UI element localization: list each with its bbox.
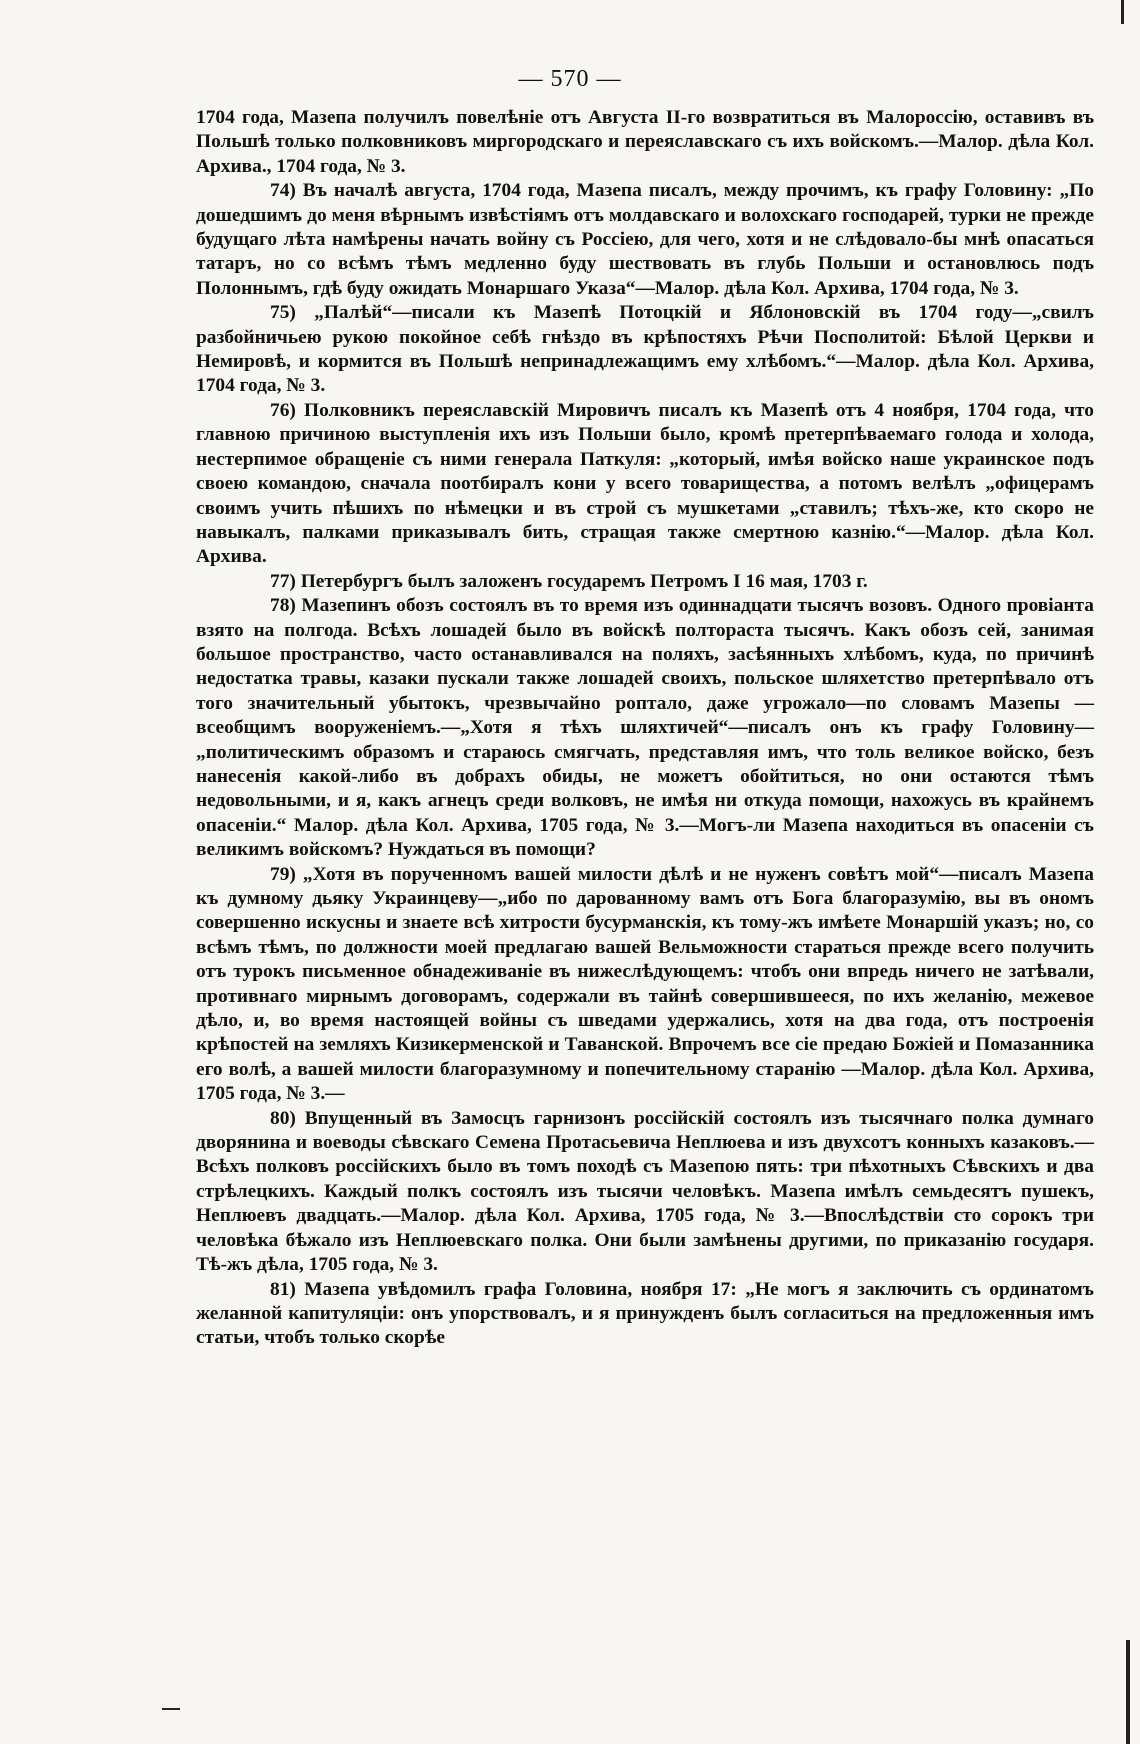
note-78: 78) Мазепинъ обозъ состоялъ въ то время изъ одиннадцати тысячъ возовъ. Одного провіанта взято на полгода. Всѣхъ лошадей было въ войскѣ полтораста тысячъ. Какъ обозъ сей, занимая большое пространство, часто останавливался на поляхъ, засѣянныхъ хлѣбомъ, куда, по причинѣ недостатка травы, казаки пускали также лошадей своихъ, польское шляхетство претерпѣвало отъ того значительный убытокъ, чрезвычайно роптало, даже угрожало—по словамъ Мазепы — всеобщимъ вооруженіемъ.—„Хотя я тѣхъ шляхтичей“—писалъ онъ къ графу Головину—„политическимъ образомъ и стараюсь смягчать, представляя имъ, что толь великое войско, безъ нанесенія какой-либо въ добрахъ обиды, не можетъ обойтиться, но они остаются тѣмъ недовольными, и я, какъ агнецъ среди волковъ, не имѣя ни откуда помощи, нахожусь въ крайнемъ опасеніи.“ Малор. дѣла Кол. Архива, 1705 года, № 3.—Могъ-ли Мазепа находиться въ опасеніи съ великимъ войскомъ? Нуждаться въ помощи? [196,595,1094,861]
note-80: 80) Впущенный въ Замосцъ гарнизонъ россійскій состоялъ изъ тысячнаго полка думнаго дворянина и воеводы сѣвскаго Семена Протасьевича Неплюева и изъ двухсотъ конныхъ казаковъ.—Всѣхъ полковъ россійскихъ было въ томъ походѣ съ Мазепою пять: три пѣхотныхъ Сѣвскихъ и два стрѣлецкихъ. Каждый полкъ состоялъ изъ тысячи человѣкъ. Мазепа имѣлъ семьдесятъ пушекъ, Неплюевъ двадцать.—Малор. дѣла Кол. Архива, 1705 года, № 3.—Впослѣдствіи сто сорокъ три человѣка бѣжало изъ Неплюевскаго полка. Они были замѣнены другими, по приказанію государя. Тѣ-жъ дѣла, 1705 года, № 3. [196,1107,1094,1276]
note-74: 74) Въ началѣ августа, 1704 года, Мазепа писалъ, между прочимъ, къ графу Головину: „По дошедшимъ до меня вѣрнымъ извѣстіямъ отъ молдавскаго и волохскаго господарей, турки не прежде будущаго лѣта намѣрены начать войну съ Россіею, для чего, хотя и не слѣдовало-бы мнѣ опасаться татаръ, но со всѣмъ тѣмъ медленно буду шествовать въ глубь Польши и остановлюсь подъ Полоннымъ, гдѣ буду ожидать Монаршаго Указа“—Малор. дѣла Кол. Архива, 1704 года, № 3. [196,180,1094,299]
note-81: 81) Мазепа увѣдомилъ графа Головина, ноября 17: „Не могъ я заключить съ ординатомъ желанной капитуляціи: онъ упорствовалъ, и я принужденъ былъ согласиться на предложенныя имъ статьи, чтобъ только скорѣе [196,1278,1094,1349]
page-number: — 570 — [518,66,622,92]
scan-edge-mark [1121,0,1124,24]
note-76: 76) Полковникъ переяславскій Мировичъ писалъ къ Мазепѣ отъ 4 ноября, 1704 года, что главною причиною выступленія ихъ изъ Польши было, кромѣ претерпѣваемаго голода и холода, нестерпимое обращеніе съ ними генерала Паткуля: „который, имѣя войско наше украинское подъ своею командою, сначала поотбиралъ кони у всего товарищества, а потомъ велѣлъ „офицерамъ своимъ учить пѣшихъ по нѣмецки и въ строй съ мушкетами „ставилъ; тѣхъ-же, кто скоро не навыкалъ, палками приказывалъ бить, стращая также смертною казнію.“—Малор. дѣла Кол. Архива. [196,399,1094,568]
note-75: 75) „Палѣй“—писали къ Мазепѣ Потоцкій и Яблоновскій въ 1704 году—„свилъ разбойничьею рукою покойное себѣ гнѣздо въ крѣпостяхъ Рѣчи Посполитой: Бѣлой Церкви и Немировѣ, и кормится въ Польшѣ непринадлежащимъ ему хлѣбомъ.“—Малор. дѣла Кол. Архива, 1704 года, № 3. [196,302,1094,397]
body-text [196,106,1094,1351]
scan-edge-mark [1126,1640,1130,1744]
note-79: 79) „Хотя въ порученномъ вашей милости дѣлѣ и не нуженъ совѣтъ мой“—писалъ Мазепа къ думному дьяку Украинцеву—„ибо по дарованному вамъ отъ Бога благоразумію, вы въ ономъ совершенно искусны и знаете всѣ хитрости бусурманскія, къ тому-жъ имѣете Монаршій указъ; но, со всѣмъ тѣмъ, по должности моей предлагаю вашей Вельможности стараться прежде всего получить отъ турокъ письменное обнадеживаніе въ нижеслѣдующемъ: чтобъ они впредь ничего не затѣвали, противнаго мирнымъ договорамъ, содержали въ тайнѣ совершившееся, по ихъ желанію, межевое дѣло, и, во время настоящей войны съ шведами удержались, хотя на два года, отъ построенія крѣпостей на земляхъ Кизикерменской и Таванской. Впрочемъ все сіе предаю Божіей и Помазанника его волѣ, а вашей милости благоразумному и попечительному старанію —Малор. дѣла Кол. Архива, 1705 года, № 3.— [196,863,1094,1105]
paragraph-continuation: 1704 года, Мазепа получилъ повелѣніе отъ Августа II-го возвратиться въ Малороссію, оставивъ въ Польшѣ только полковниковъ миргородскаго и переяславскаго съ ихъ войскомъ.—Малор. дѣла Кол. Архива., 1704 года, № 3. [196,107,1094,177]
scan-margin-mark [162,1708,180,1710]
note-77: 77) Петербургъ былъ заложенъ государемъ Петромъ I 16 мая, 1703 г. [270,570,868,592]
